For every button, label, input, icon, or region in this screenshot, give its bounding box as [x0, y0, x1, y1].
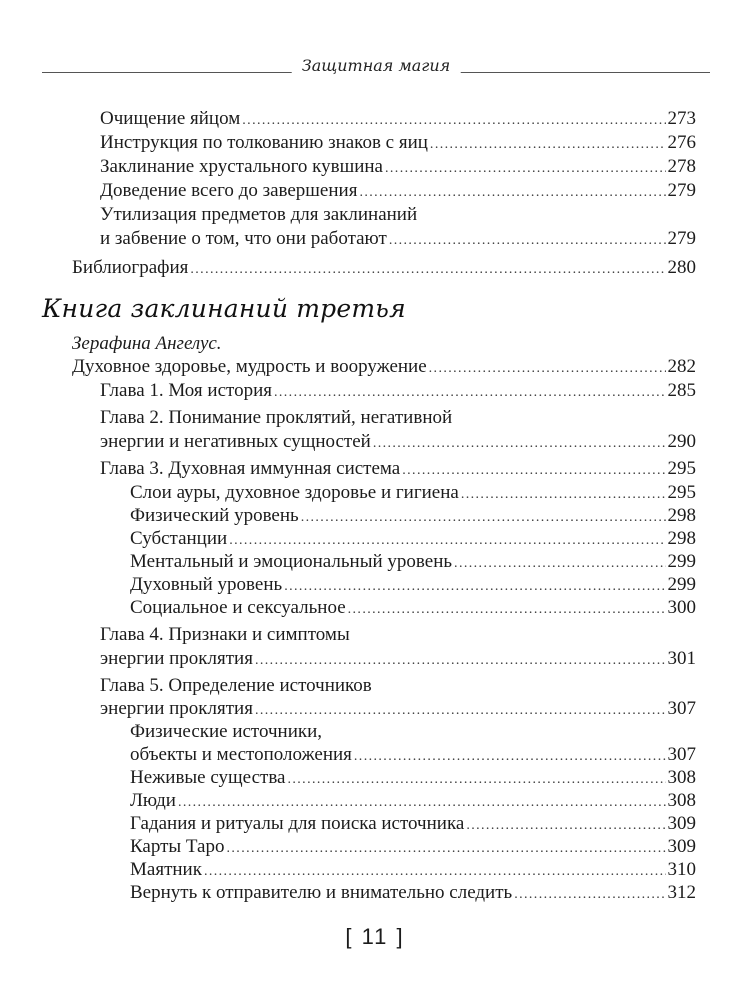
- toc-entry-first-line[interactable]: Глава 4. Признаки и симптомы: [100, 624, 350, 645]
- toc-entry[interactable]: [100, 131, 696, 157]
- toc-entry[interactable]: [100, 227, 696, 253]
- toc-entry-page: 307: [667, 744, 696, 765]
- toc-entry-first-line[interactable]: Утилизация предметов для заклинаний: [100, 204, 418, 225]
- leader-dots: [190, 258, 665, 282]
- leader-dots: [348, 598, 666, 622]
- toc-entry-page: 308: [667, 767, 696, 788]
- toc-entry-page: 273: [667, 108, 696, 129]
- toc-entry-title: Глава 3. Духовная иммунная система: [100, 458, 401, 479]
- toc-entry-page: 279: [667, 180, 696, 201]
- toc-entry-title: Карты Таро: [130, 836, 225, 857]
- toc-entry-title: Люди: [130, 790, 176, 811]
- toc-entry-title: и забвение о том, что они работают: [100, 228, 387, 249]
- header-title: Защитная магия: [292, 56, 461, 75]
- toc-entry-page: 307: [667, 698, 696, 719]
- toc-entry[interactable]: [100, 379, 696, 405]
- toc-entry-page: 301: [667, 648, 696, 669]
- toc-entry-page: 279: [667, 228, 696, 249]
- leader-dots: [514, 883, 665, 907]
- leader-dots: [429, 357, 666, 381]
- toc-entry-title: Субстанции: [130, 528, 228, 549]
- leader-dots: [385, 157, 666, 181]
- toc-entry-title: энергии и негативных сущностей: [100, 431, 371, 452]
- toc-entry-page: 298: [667, 528, 696, 549]
- toc-entry-page: 298: [667, 505, 696, 526]
- leader-dots: [373, 432, 666, 456]
- leader-dots: [389, 229, 666, 253]
- toc-entry-page: 309: [667, 836, 696, 857]
- toc-entry-page: 278: [667, 156, 696, 177]
- section-heading: Книга заклинаний третья: [42, 294, 406, 323]
- toc-entry-first-line[interactable]: Глава 5. Определение источников: [100, 675, 372, 696]
- toc-entry[interactable]: [72, 256, 696, 282]
- toc-entry-page: 312: [667, 882, 696, 903]
- toc-entry-page: 308: [667, 790, 696, 811]
- toc-entry-page: 299: [667, 551, 696, 572]
- toc-entry-page: 295: [667, 458, 696, 479]
- toc-entry[interactable]: [100, 647, 696, 673]
- toc-entry[interactable]: [100, 155, 696, 181]
- toc-entry-title: Глава 1. Моя история: [100, 380, 272, 401]
- toc-entry-page: 310: [667, 859, 696, 880]
- toc-entry-page: 300: [667, 597, 696, 618]
- toc-entry-page: 280: [667, 257, 696, 278]
- toc-entry[interactable]: [72, 355, 696, 381]
- toc-entry-title: энергии проклятия: [100, 698, 253, 719]
- toc-entry[interactable]: [100, 430, 696, 456]
- toc-entry-title: Инструкция по толкованию знаков с яиц: [100, 132, 428, 153]
- toc-entry-title: Неживые существа: [130, 767, 286, 788]
- toc-entry-page: 276: [667, 132, 696, 153]
- leader-dots: [430, 133, 666, 157]
- page-number: [ 11 ]: [345, 924, 405, 949]
- toc-entry-page: 285: [667, 380, 696, 401]
- toc-entry[interactable]: [130, 881, 696, 907]
- toc-entry-title: Ментальный и эмоциональный уровень: [130, 551, 453, 572]
- toc-entry-title: Маятник: [130, 859, 202, 880]
- toc-entry-title: объекты и местоположения: [130, 744, 352, 765]
- toc-entry-title: Заклинание хрустального кувшина: [100, 156, 383, 177]
- toc-entry-title: Слои ауры, духовное здоровье и гигиена: [130, 482, 459, 503]
- toc-entry-page: 282: [667, 356, 696, 377]
- toc-entry-page: 309: [667, 813, 696, 834]
- toc-entry-title: Доведение всего до завершения: [100, 180, 358, 201]
- leader-dots: [242, 109, 665, 133]
- leader-dots: [274, 381, 666, 405]
- toc-entry-first-line[interactable]: Физические источники,: [130, 721, 323, 742]
- toc-entry-page: 299: [667, 574, 696, 595]
- toc-entry-first-line[interactable]: Глава 2. Понимание проклятий, негативной: [100, 407, 453, 428]
- toc-entry-title: Гадания и ритуалы для поиска источника: [130, 813, 465, 834]
- toc-entry-title: Физический уровень: [130, 505, 299, 526]
- toc-entry-page: 295: [667, 482, 696, 503]
- toc-entry[interactable]: [130, 596, 696, 622]
- toc-entry[interactable]: [100, 107, 696, 133]
- toc-entry-title: Социальное и сексуальное: [130, 597, 346, 618]
- toc-entry[interactable]: [100, 457, 696, 483]
- toc-entry-title: Очищение яйцом: [100, 108, 241, 129]
- toc-entry[interactable]: [100, 179, 696, 205]
- leader-dots: [255, 649, 666, 673]
- toc-entry-title: Библиография: [72, 257, 189, 278]
- toc-entry-title: Духовный уровень: [130, 574, 283, 595]
- leader-dots: [359, 181, 665, 205]
- toc-entry-title: Вернуть к отправителю и внимательно следить: [130, 882, 513, 903]
- toc-entry-page: 290: [667, 431, 696, 452]
- toc-entry-title: Духовное здоровье, мудрость и вооружение: [72, 356, 427, 377]
- section-author: Зерафина Ангелус.: [72, 333, 222, 354]
- leader-dots: [402, 459, 665, 483]
- toc-entry-title: энергии проклятия: [100, 648, 253, 669]
